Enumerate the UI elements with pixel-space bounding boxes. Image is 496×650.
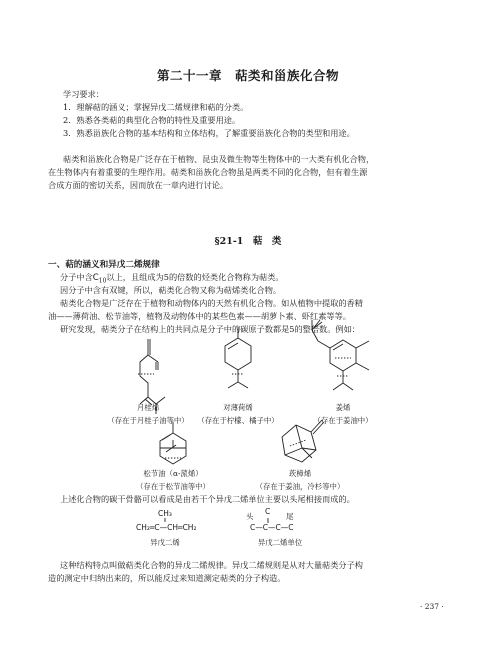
closing-line-1: 这种结构特点叫做萜类化合物的异戊二烯规律。异戊二烯规则是从对大量萜类分子构 (60, 560, 363, 570)
subsection-title: 一、萜的涵义和异戊二烯规律 (48, 260, 160, 270)
requirement-item-3: 3．熟悉甾族化合物的基本结构和立体结构，了解重要甾族化合物的类型和用途。 (63, 128, 355, 138)
requirement-item-1: 1．理解萜的涵义；掌握异戊二烯规律和萜的分类。 (63, 102, 249, 112)
body-line-3: 萜类化合物是广泛存在于植物和动物体内的天然有机化合物。如从植物中提取的香精 (60, 298, 363, 308)
closing-line-2: 造的测定中归纳出来的，所以能反过来知道测定萜类的分子构造。 (48, 573, 286, 583)
zingiberene-name: 姜烯 (335, 403, 351, 412)
intro-line-3: 合成方面的密切关系，因而放在一章内进行讨论。 (48, 180, 229, 190)
myrcene-name: 月桂烯 (136, 403, 160, 412)
alpha-pinene-structure (160, 422, 186, 464)
section-title: §21-1 萜 类 (214, 236, 282, 247)
isoprene-methyl: CH₃ (158, 509, 172, 518)
requirement-item-2: 2．熟悉各类萜的典型化合物的特性及重要用途。 (63, 115, 241, 125)
chapter-title: 第二十一章 萜类和甾族化合物 (156, 68, 339, 83)
camphene-name: 莰樟烯 (288, 469, 312, 478)
isoprene-unit-caption: 异戊二烯单位 (257, 538, 303, 547)
body-line-4: 油——薄荷油、松节油等，植物及动物体中的某些色素——胡萝卜素、虾红素等等。 (48, 311, 351, 321)
myrcene-source: （存在于月桂子油等中） (107, 416, 189, 425)
isoprene-unit-top: C (265, 507, 271, 516)
zingiberene-source: （存在于姜油中） (313, 416, 373, 425)
body-line-2: 因分子中含有双键，所以，萜类化合物又称为萜烯类化合物。 (60, 285, 282, 295)
camphene-source: （存在于姜油，冷杉等中） (255, 482, 345, 491)
intro-line-1: 萜类和甾族化合物是广泛存在于植物、昆虫及微生物等生物体中的一大类有机化合物， (63, 154, 375, 164)
isoprene-intro: 上述化合物的碳干骨骼可以看成是由若干个异戊二烯单位主要以头尾相接而成的。 (60, 494, 355, 504)
isoprene-unit-head: 头 (246, 512, 254, 521)
camphene-structure (282, 420, 324, 462)
zingiberene-structure (312, 320, 369, 390)
page-number: · 237 · (420, 602, 444, 611)
alpha-pinene-source: （存在于松节油等中） (136, 482, 210, 491)
body-line-1: 分子中含$C_{10}$以上，且组成为5的倍数的烃类化合物称为萜类。 (60, 272, 284, 285)
isoprene-formula: CH₂═C—CH═CH₂ (136, 523, 197, 532)
isoprene-caption: 异戊二烯 (150, 538, 180, 547)
p-menthene-source: （存在于柠檬、橘子中） (197, 416, 279, 425)
body-line-5: 研究发现，萜类分子在结构上的共同点是分子中的碳原子数都是5的整倍数。例如： (60, 324, 360, 334)
p-menthene-structure (225, 327, 251, 388)
isoprene-unit-chain: C—C—C—C (250, 523, 294, 532)
study-requirements-heading: 学习要求： (63, 89, 104, 99)
intro-line-2: 在生物体内有着重要的生理作用。萜类和甾族化合物虽是两类不同的化合物，但有着生源 (48, 167, 368, 177)
isoprene-unit-tail: 尾 (286, 512, 294, 521)
p-menthene-name: 对薄荷烯 (223, 403, 253, 412)
alpha-pinene-name: 松节油（α-蒎烯） (143, 469, 203, 478)
